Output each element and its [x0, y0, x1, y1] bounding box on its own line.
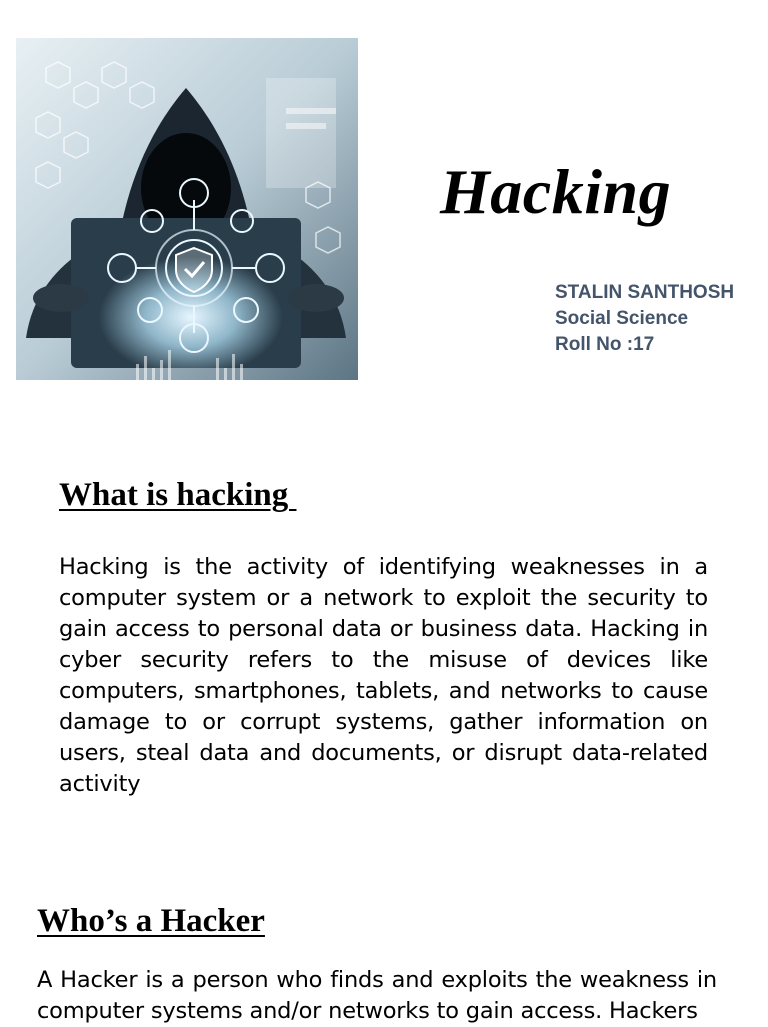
author-name: STALIN SANTHOSH — [555, 282, 735, 303]
hero-image — [16, 38, 358, 380]
section-body-what-is-hacking: Hacking is the activity of identifying weaknesses in a computer system or a network to exploit the security to gain access to personal data or business data. Hacking in cyber security refers to the misuse of devices like computers, smartphones, tablets, and networks to cause damage to or corrupt systems, gather information on users, steal data and documents, or disrupt data-related activity — [59, 554, 708, 797]
presentation-title: Hacking — [440, 156, 672, 227]
subject-name: Social Science — [555, 308, 689, 329]
author-info — [555, 280, 734, 358]
section-body-whos-a-hacker: A Hacker is a person who finds and exploits the weakness in computer systems and/or networks to gain access. Hackers — [37, 967, 717, 1024]
hacker-illustration — [16, 38, 358, 380]
section-heading-what-is-hacking: What is hacking — [59, 477, 297, 513]
roll-number: Roll No :17 — [555, 334, 655, 355]
section-heading-whos-a-hacker: Who’s a Hacker — [37, 903, 265, 939]
